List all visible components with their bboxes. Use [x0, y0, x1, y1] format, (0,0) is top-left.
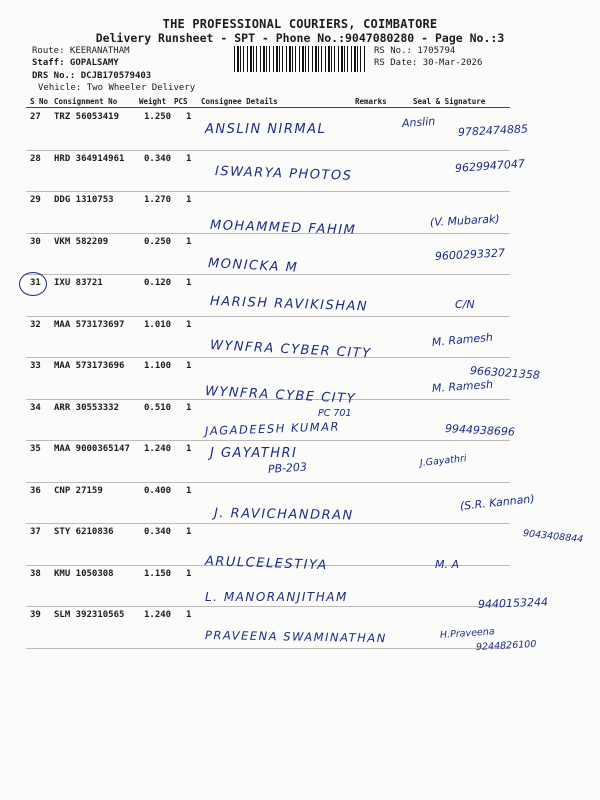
consignment-number: STY 6210836	[54, 527, 114, 537]
consignee-handwriting: WYNFRA CYBER CITY	[209, 338, 372, 362]
pieces-count: 1	[186, 153, 192, 164]
pieces-count: 1	[186, 195, 192, 205]
col-pcs: PCS	[174, 97, 188, 106]
runsheet-title: Delivery Runsheet - SPT - Phone No.:9047080280 - Page No.:3	[95, 31, 505, 45]
col-sno: S No	[30, 97, 49, 106]
consignment-number: MAA 9000365147	[54, 444, 130, 454]
route-label: Route: KEERANATHAM	[32, 46, 130, 56]
weight-value: 1.100	[144, 361, 172, 371]
flat-number-handwriting: PB-203	[267, 460, 308, 476]
weight-value: 1.010	[144, 319, 172, 330]
rs-number: RS No.: 1705794	[374, 46, 456, 56]
serial-number: 27	[30, 112, 41, 122]
consignee-handwriting: MONICKA M	[207, 256, 299, 276]
signature: (V. Mubarak)	[429, 212, 500, 229]
phone-handwriting: 9043408844	[522, 528, 584, 546]
pieces-count: 1	[186, 319, 192, 330]
serial-number: 30	[30, 236, 41, 247]
staff-label: Staff: GOPALSAMY	[32, 58, 119, 68]
pieces-count: 1	[186, 236, 192, 247]
pieces-count: 1	[186, 112, 192, 122]
weight-value: 0.340	[144, 527, 172, 537]
consignee-handwriting: WYNFRA CYBE CITY	[204, 384, 357, 407]
consignment-number: MAA 573173697	[54, 319, 125, 330]
pieces-count: 1	[186, 402, 192, 413]
pieces-count: 1	[186, 568, 192, 579]
weight-value: 0.120	[144, 278, 172, 288]
serial-number: 39	[30, 610, 41, 620]
col-seal: Seal & Signature	[413, 97, 486, 106]
consignment-number: DDG 1310753	[54, 195, 114, 205]
phone-handwriting: 9629947047	[454, 157, 526, 175]
weight-value: 1.250	[144, 112, 172, 122]
col-remarks: Remarks	[355, 97, 387, 106]
col-consignment: Consignment No	[54, 97, 118, 106]
vehicle-label: Vehicle: Two Wheeler Delivery	[38, 83, 196, 93]
weight-value: 1.270	[144, 195, 172, 205]
pieces-count: 1	[186, 361, 192, 371]
phone-handwriting: 9440153244	[477, 595, 549, 611]
consignee-handwriting: JAGADEESH KUMAR	[204, 419, 341, 438]
consignment-number: HRD 364914961	[54, 153, 125, 164]
weight-value: 0.340	[144, 153, 172, 164]
consignment-number: SLM 392310565	[54, 610, 125, 620]
signature: C/N	[455, 298, 475, 311]
pieces-count: 1	[186, 444, 192, 454]
weight-value: 0.400	[144, 485, 172, 496]
pieces-count: 1	[186, 527, 192, 537]
serial-number: 35	[30, 444, 41, 454]
consignee-handwriting: PRAVEENA SWAMINATHAN	[204, 628, 387, 646]
consignment-number: MAA 573173696	[54, 361, 125, 371]
weight-value: 1.240	[144, 610, 172, 620]
col-weight: Weight	[139, 97, 167, 106]
consignee-handwriting: HARISH RAVIKISHAN	[209, 294, 369, 315]
consignment-number: KMU 1050308	[54, 568, 114, 579]
serial-number: 31	[30, 278, 41, 288]
consignee-handwriting: ARULCELESTIYA	[204, 554, 328, 574]
company-title: THE PROFESSIONAL COURIERS, COIMBATORE	[162, 17, 438, 31]
consignment-number: VKM 582209	[54, 236, 109, 247]
consignment-number: ARR 30553332	[54, 402, 120, 413]
weight-value: 1.240	[144, 444, 172, 454]
consignee-handwriting: ANSLIN NIRMAL	[205, 122, 327, 137]
consignment-number: TRZ 56053419	[54, 112, 120, 122]
signature: J.Gayathri	[419, 453, 468, 469]
signature: M. Ramesh	[431, 377, 494, 395]
consignee-handwriting: J GAYATHRI	[210, 446, 298, 461]
signature: M. Ramesh	[431, 330, 494, 349]
drs-number: DRS No.: DCJB170579403	[32, 71, 152, 81]
pieces-count: 1	[186, 610, 192, 620]
serial-number: 29	[30, 195, 41, 205]
consignee-handwriting: MOHAMMED FAHIM	[209, 218, 357, 239]
flat-number-handwriting: PC 701	[318, 408, 352, 419]
phone-handwriting: 9663021358	[469, 364, 541, 382]
consignee-handwriting: L. MANORANJITHAM	[205, 590, 348, 604]
phone-handwriting: 9600293327	[434, 246, 506, 263]
col-consignee: Consignee Details	[201, 97, 278, 106]
pieces-count: 1	[186, 485, 192, 496]
rs-date: RS Date: 30-Mar-2026	[374, 58, 483, 68]
phone-handwriting: 9944938696	[444, 422, 516, 439]
consignee-handwriting: J. RAVICHANDRAN	[213, 506, 354, 524]
serial-number: 36	[30, 485, 41, 496]
serial-circle-mark	[19, 272, 47, 296]
phone-handwriting: 9244826100	[475, 638, 537, 653]
signature: Anslin	[401, 114, 436, 130]
serial-number: 34	[30, 402, 41, 413]
serial-number: 28	[30, 153, 41, 164]
weight-value: 1.150	[144, 568, 172, 579]
weight-value: 0.510	[144, 402, 172, 413]
phone-handwriting: 9782474885	[457, 122, 529, 139]
weight-value: 0.250	[144, 236, 172, 247]
signature: (S.R. Kannan)	[459, 492, 536, 513]
signature: H.Praveena	[439, 626, 496, 641]
consignee-handwriting: ISWARYA PHOTOS	[214, 164, 353, 184]
serial-number: 32	[30, 319, 41, 330]
signature: M. A	[435, 558, 460, 571]
serial-number: 37	[30, 527, 41, 537]
serial-number: 38	[30, 568, 41, 579]
pieces-count: 1	[186, 278, 192, 288]
barcode	[234, 46, 366, 72]
serial-number: 33	[30, 361, 41, 371]
consignment-number: CNP 27159	[54, 485, 103, 496]
consignment-number: IXU 83721	[54, 278, 103, 288]
